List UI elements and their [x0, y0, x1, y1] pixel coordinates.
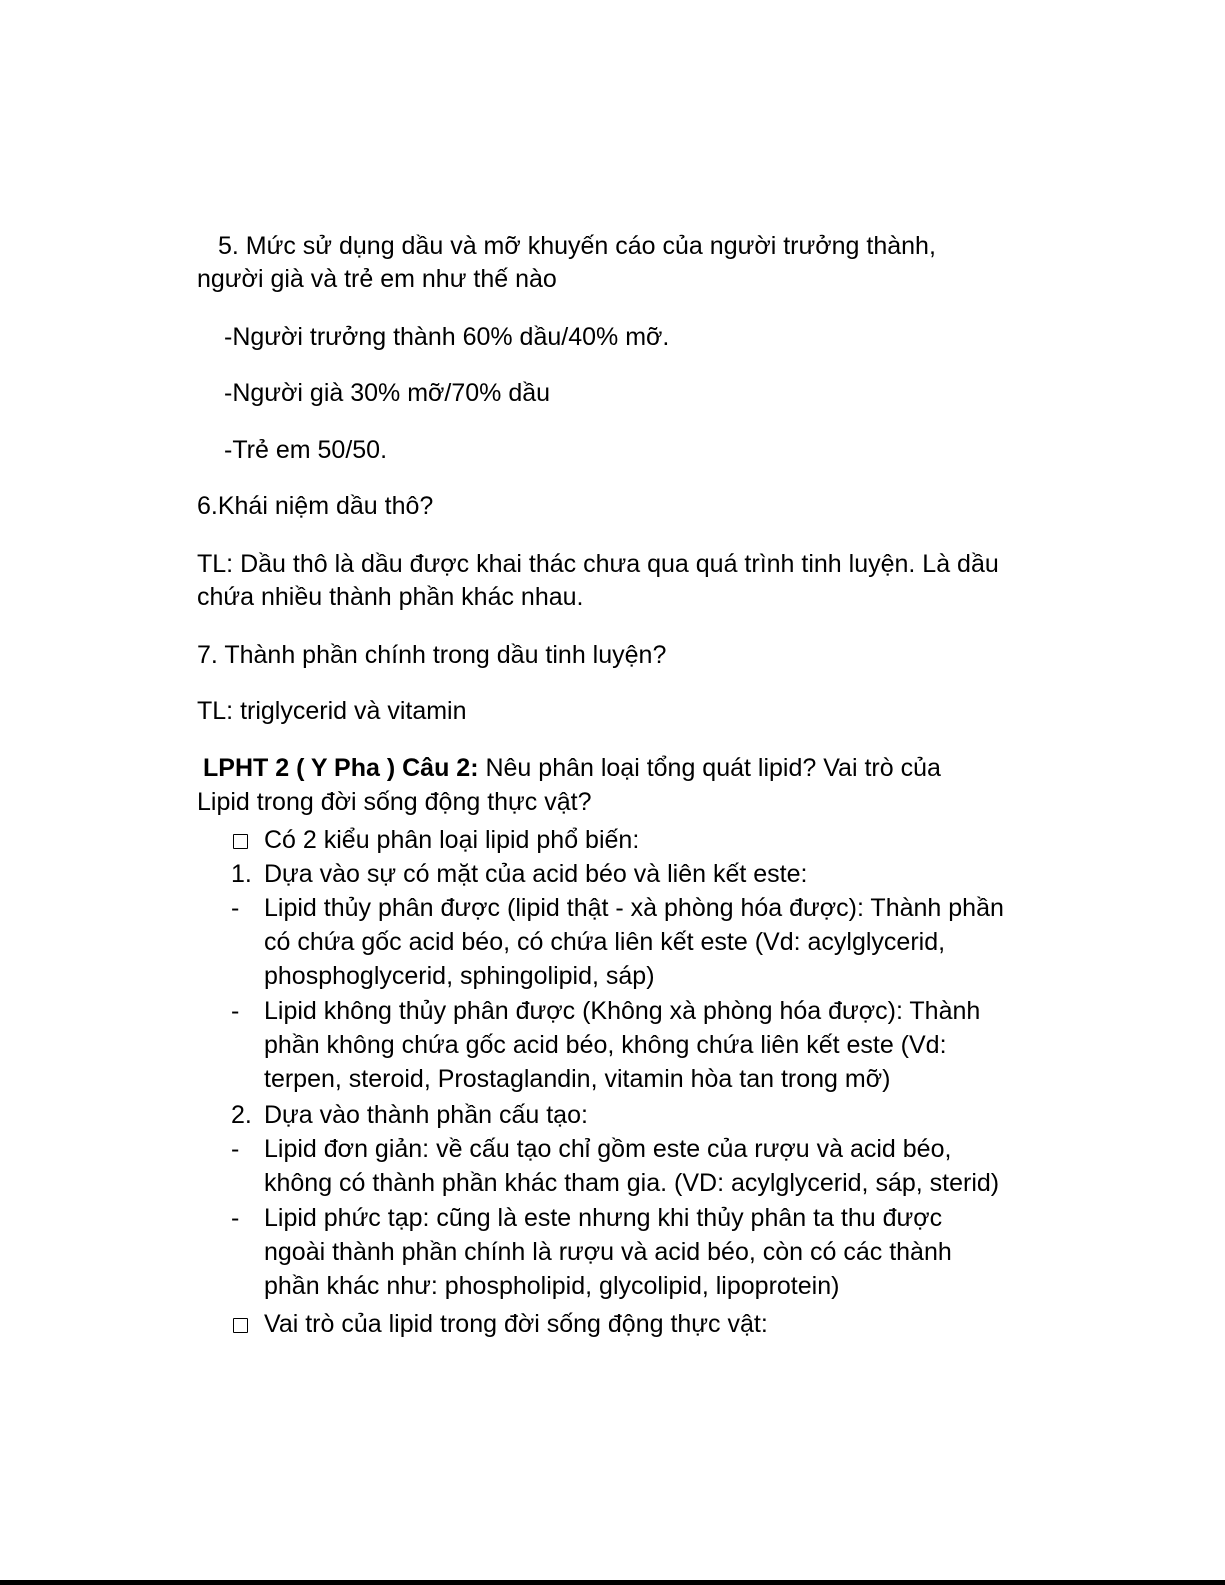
lpht-question-line1: [203, 751, 1063, 785]
numbered-item-marker: 1.: [231, 860, 252, 888]
lpht-question-text: Nêu phân loại tổng quát lipid? Vai trò của: [478, 754, 941, 782]
dash-item-line: Lipid đơn giản: về cấu tạo chỉ gồm este của rượu và acid béo,: [264, 1135, 952, 1163]
q7-question: 7. Thành phần chính trong dầu tinh luyện?: [197, 641, 667, 669]
q5-answer-adult: -Người trưởng thành 60% dầu/40% mỡ.: [224, 323, 670, 351]
q7-answer: TL: triglycerid và vitamin: [197, 697, 467, 725]
checkbox-item-text: Có 2 kiểu phân loại lipid phổ biến:: [264, 826, 640, 854]
dash-item-line: phần không chứa gốc acid béo, không chứa liên kết este (Vd:: [264, 1031, 947, 1059]
dash-marker: -: [231, 1204, 240, 1232]
q5-title-line1: 5. Mức sử dụng dầu và mỡ khuyến cáo của người trưởng thành,: [218, 232, 936, 260]
dash-marker: -: [231, 997, 240, 1025]
lpht-label: LPHT 2 ( Y Pha ) Câu 2:: [203, 754, 479, 782]
dash-marker: -: [231, 894, 240, 922]
q5-answer-children: -Trẻ em 50/50.: [224, 436, 388, 464]
dash-item-line: ngoài thành phần chính là rượu và acid béo, còn có các thành: [264, 1238, 952, 1266]
dash-item-line: phosphoglycerid, sphingolipid, sáp): [264, 962, 655, 990]
checkbox-icon: [233, 1318, 248, 1333]
dash-marker: -: [231, 1135, 240, 1163]
q6-answer-line2: chứa nhiều thành phần khác nhau.: [197, 583, 584, 611]
q5-answer-elderly: -Người già 30% mỡ/70% dầu: [224, 379, 551, 407]
checkbox-icon: [233, 834, 248, 849]
dash-item-line: có chứa gốc acid béo, có chứa liên kết este (Vd: acylglycerid,: [264, 928, 946, 956]
dash-item-line: Lipid thủy phân được (lipid thật - xà phòng hóa được): Thành phần: [264, 894, 1004, 922]
q5-title-line2: người già và trẻ em như thế nào: [197, 265, 557, 293]
dash-item-line: phần khác như: phospholipid, glycolipid, lipoprotein): [264, 1272, 840, 1300]
checkbox-item-text: Vai trò của lipid trong đời sống động thực vật:: [264, 1310, 768, 1338]
dash-item-line: Lipid không thủy phân được (Không xà phòng hóa được): Thành: [264, 997, 981, 1025]
dash-item-line: Lipid phức tạp: cũng là este nhưng khi thủy phân ta thu được: [264, 1204, 943, 1232]
page-bottom-border: [0, 1580, 1225, 1585]
numbered-item-text: Dựa vào sự có mặt của acid béo và liên kết este:: [264, 860, 808, 888]
dash-item-line: terpen, steroid, Prostaglandin, vitamin hòa tan trong mỡ): [264, 1065, 891, 1093]
dash-item-line: không có thành phần khác tham gia. (VD: acylglycerid, sáp, sterid): [264, 1169, 1000, 1197]
q6-answer-line1: TL: Dầu thô là dầu được khai thác chưa qua quá trình tinh luyện. Là dầu: [197, 550, 999, 578]
numbered-item-text: Dựa vào thành phần cấu tạo:: [264, 1101, 588, 1129]
lpht-question-line2: Lipid trong đời sống động thực vật?: [197, 788, 592, 816]
numbered-item-marker: 2.: [231, 1101, 252, 1129]
q6-question: 6.Khái niệm dầu thô?: [197, 492, 434, 520]
